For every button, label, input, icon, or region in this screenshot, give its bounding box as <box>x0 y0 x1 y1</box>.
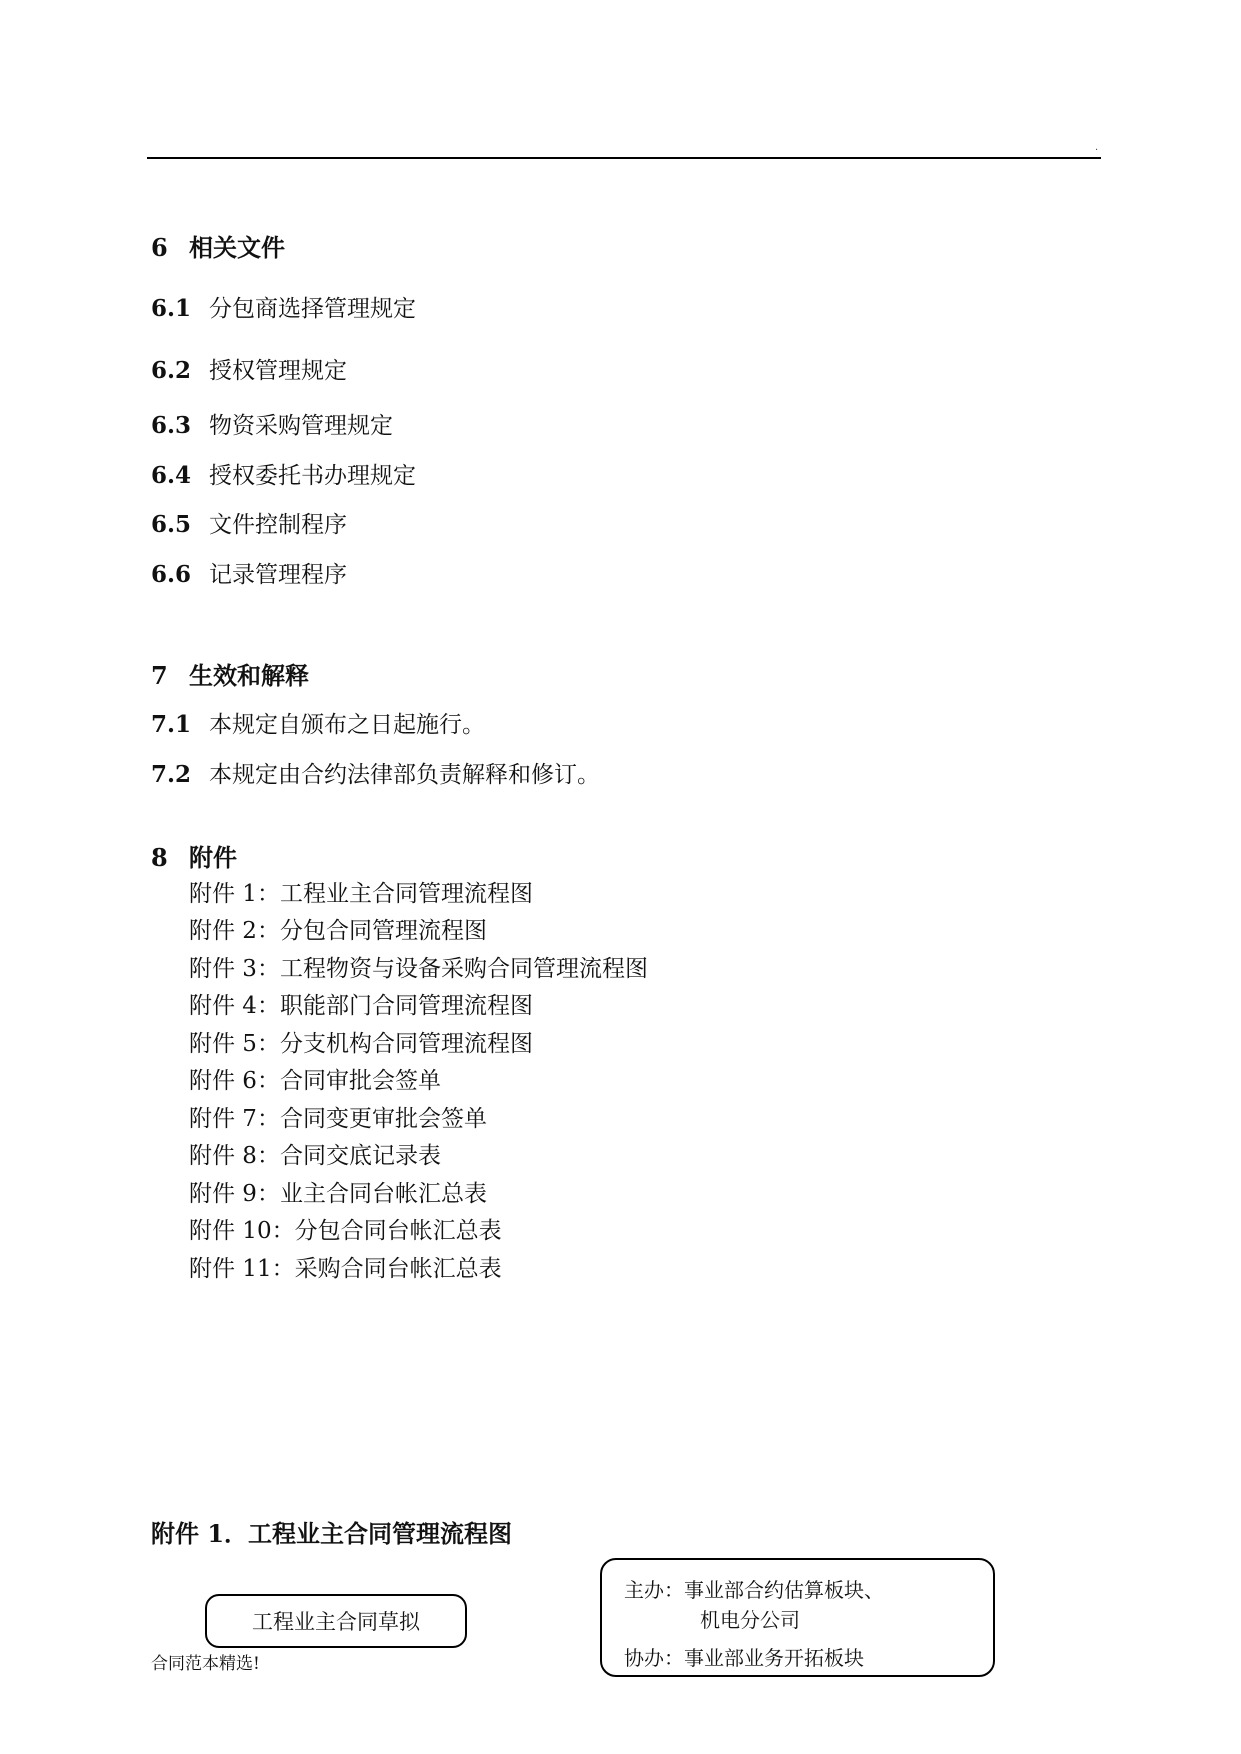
item-text: 文件控制程序 <box>209 512 347 538</box>
item-number: 6.2 <box>151 357 192 384</box>
list-item <box>151 556 347 589</box>
attachment-item: 附件 9：业主合同台帐汇总表 <box>189 1181 487 1207</box>
item-text: 授权委托书办理规定 <box>209 463 416 489</box>
attachment-item: 附件 6：合同审批会签单 <box>189 1068 441 1094</box>
section-number: 6 <box>151 233 168 262</box>
list-item <box>151 290 416 323</box>
item-number: 6.3 <box>151 412 192 439</box>
item-text: 本规定由合约法律部负责解释和修订。 <box>209 762 600 788</box>
attachment-item: 附件 1：工程业主合同管理流程图 <box>189 881 533 907</box>
attachment-item: 附件 10：分包合同台帐汇总表 <box>189 1218 502 1244</box>
attachment-item: 附件 5：分支机构合同管理流程图 <box>189 1031 533 1057</box>
item-number: 6.5 <box>151 511 192 538</box>
info-box-assist: 协办：事业部业务开拓板块 <box>624 1646 864 1670</box>
section-title: 相关文件 <box>189 233 285 262</box>
appendix-1-title: 附件 1．工程业主合同管理流程图 <box>151 1519 513 1548</box>
list-item <box>151 506 347 539</box>
footer-text: 合同范本精选! <box>151 1654 260 1674</box>
section-title: 附件 <box>189 843 237 872</box>
section-6-heading <box>151 228 285 263</box>
list-item <box>151 352 347 385</box>
item-number: 6.1 <box>151 295 192 322</box>
item-text: 记录管理程序 <box>209 562 347 588</box>
item-number: 7.1 <box>151 711 192 738</box>
item-text: 分包商选择管理规定 <box>209 296 416 322</box>
header-rule <box>147 157 1101 159</box>
attachment-item: 附件 11：采购合同台帐汇总表 <box>189 1256 502 1282</box>
attachment-item: 附件 4：职能部门合同管理流程图 <box>189 993 533 1019</box>
section-8-heading <box>151 838 237 873</box>
list-item <box>151 706 485 739</box>
item-text: 本规定自颁布之日起施行。 <box>209 712 485 738</box>
section-7-heading <box>151 656 309 691</box>
attachment-item: 附件 2：分包合同管理流程图 <box>189 918 487 944</box>
flowchart-info-box <box>600 1558 995 1677</box>
list-item <box>151 756 600 789</box>
header-mark: . <box>1095 142 1099 153</box>
flowchart-start-label: 工程业主合同草拟 <box>252 1610 420 1634</box>
item-text: 物资采购管理规定 <box>209 413 393 439</box>
attachment-item: 附件 3：工程物资与设备采购合同管理流程图 <box>189 956 648 982</box>
attachment-item: 附件 8：合同交底记录表 <box>189 1143 441 1169</box>
item-number: 6.4 <box>151 462 192 489</box>
list-item <box>151 457 416 490</box>
section-title: 生效和解释 <box>189 661 309 690</box>
list-item <box>151 407 393 440</box>
item-text: 授权管理规定 <box>209 358 347 384</box>
flowchart-start-box <box>205 1594 467 1648</box>
info-box-lead-cont: 机电分公司 <box>700 1608 800 1632</box>
item-number: 7.2 <box>151 761 192 788</box>
info-box-lead: 主办：事业部合约估算板块、 <box>624 1578 884 1602</box>
attachment-item: 附件 7：合同变更审批会签单 <box>189 1106 487 1132</box>
section-number: 7 <box>151 661 168 690</box>
section-number: 8 <box>151 843 168 872</box>
item-number: 6.6 <box>151 561 192 588</box>
